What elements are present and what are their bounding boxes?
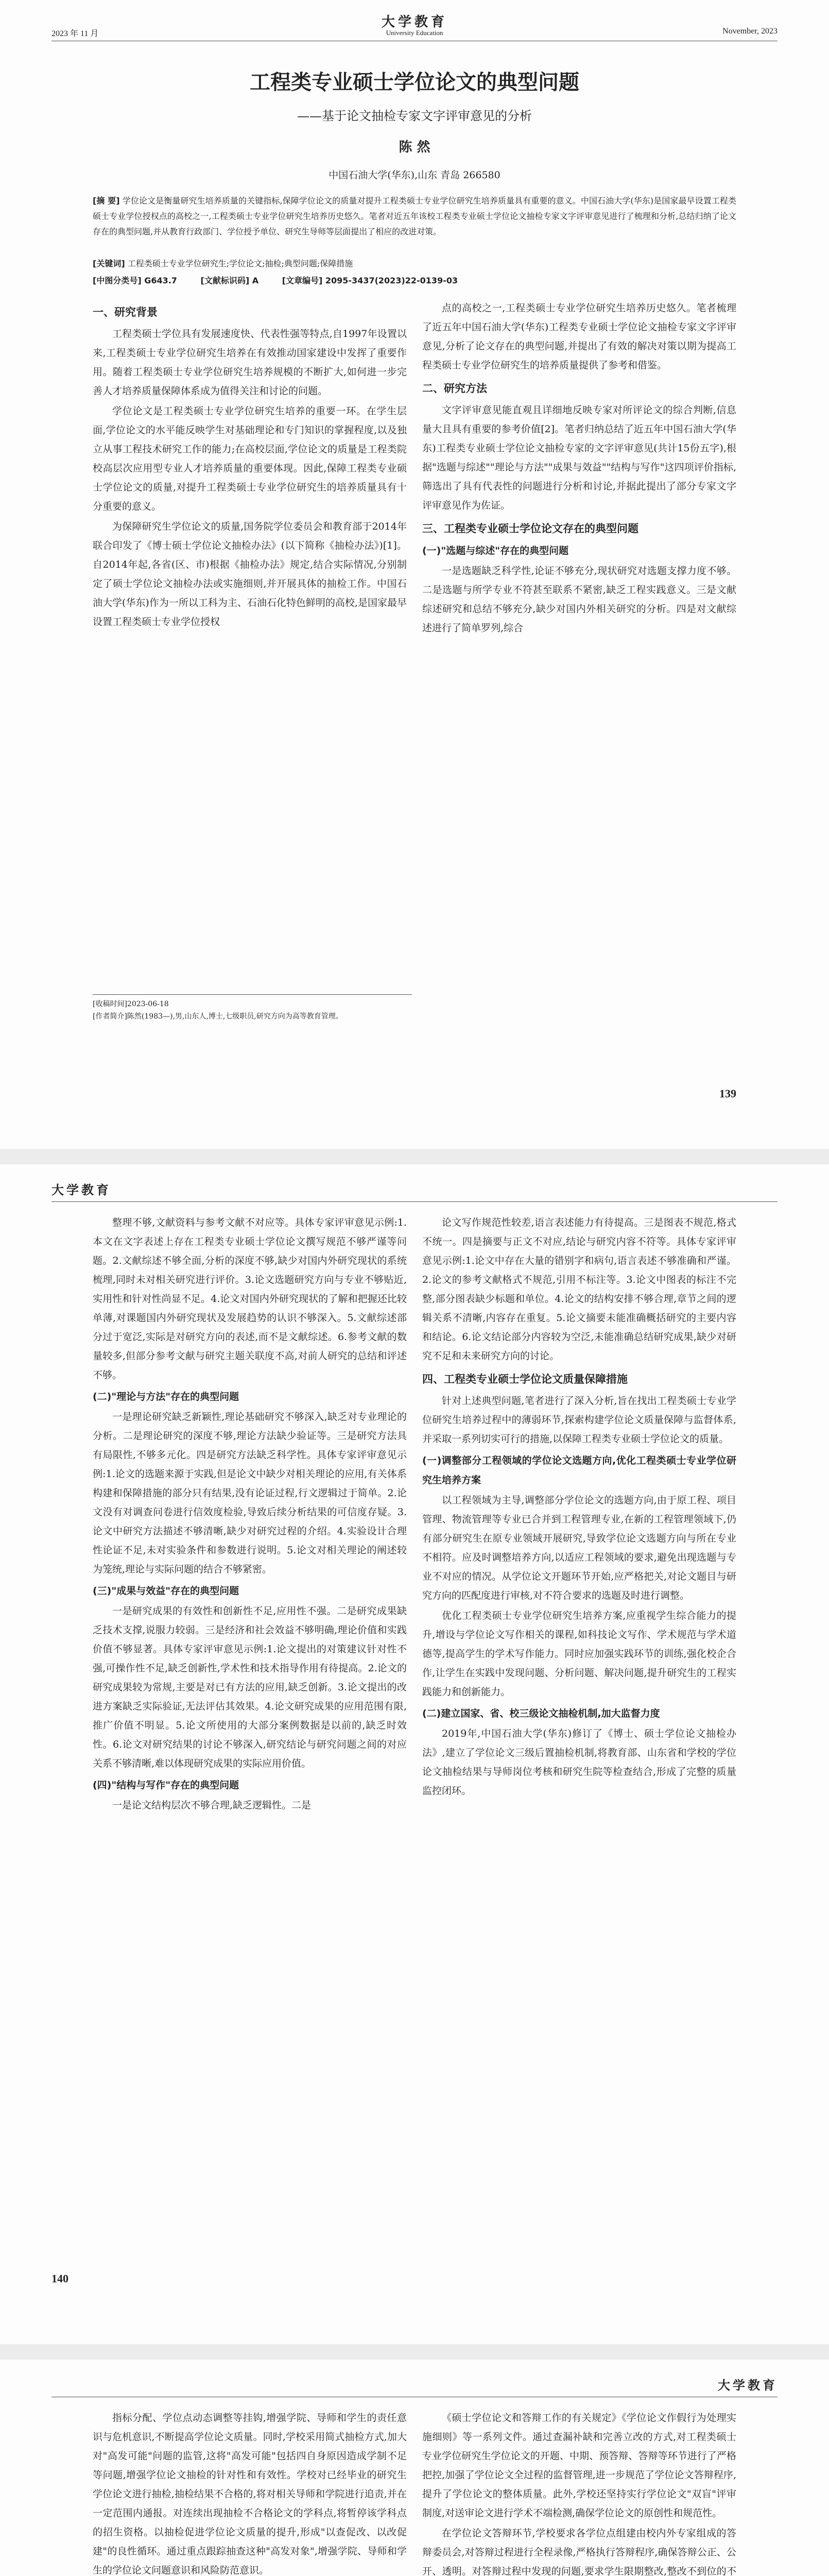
page-2 xyxy=(0,1164,829,2344)
body-paragraph: 一是选题缺乏科学性,论证不够充分,现状研究对选题支撑力度不够。二是选题与所学专业不符甚至联系不紧密,缺乏工程实践意义。三是文献综述研究和总结不够充分,缺少对国内外相关研究的分析。四是对文献综述进行了简单罗列,综合 xyxy=(422,565,736,634)
page2-left-column xyxy=(93,1213,407,2239)
body-paragraph: 一是理论研究缺乏新颖性,理论基础研究不够深入,缺乏对专业理论的分析。二是理论研究的深度不够,理论方法缺少验证等。三是研究方法具有局限性,不够多元化。四是研究方法缺乏科学性。具体专家评审意见示例:1.论文的选题来源于实践,但是论文中缺少对相关理论的应用,有关体系构建和保障措施的部分只有结果,没有论证过程,行文逻辑过于简单。2.论文没有对调查问卷进行信效度检验,导致后续分析结果的可信度存疑。3.论文中研究方法描述不够清晰,缺少对研究过程的介绍。4.实验设计合理性论证不足,未对实验条件和参数进行说明。5.论文对相关理论的阐述较为笼统,理论与实际问题的结合不够紧密。 xyxy=(93,1411,407,1575)
abstract-label: [摘 要] xyxy=(93,196,120,206)
keywords-text: 工程类硕士专业学位研究生;学位论文;抽检;典型问题;保障措施 xyxy=(127,259,353,268)
body-paragraph: 整理不够,文献资料与参考文献不对应等。具体专家评审意见示例:1.本文在文字表述上存在工程类专业硕士学位论文撰写规范不够严谨等问题。2.文献综述不够全面,分析的深度不够,缺少对国内外研究现状的系统梳理,同时未对相关研究进行评价。3.论文选题研究方向与专业不够贴近,实用性和针对性尚显不足。4.论文对国内外研究现状的了解和把握还比较单薄,对课题国内外研究现状及发展趋势的认识不够深入。5.文献综述部分过于宽泛,实际是对研究方向的表述,而不是文献综述。6.参考文献的数量较多,但部分参考文献与研究主题关联度不高,对前人研究的总结和评述不够。 xyxy=(93,1217,407,1381)
journal-logo: 大学教育 xyxy=(381,14,448,30)
journal-logo: 大学教育 xyxy=(718,2378,778,2393)
keywords-label: [关键词] xyxy=(93,259,125,268)
page1-right-column xyxy=(422,299,736,1061)
classification-meta xyxy=(93,274,736,286)
page-1 xyxy=(0,0,829,1149)
body-paragraph: 2019年,中国石油大学(华东)修订了《博士、硕士学位论文抽检办法》,建立了学位论文三级后置抽检机制,将教育部、山东省和学校的学位论文抽检结果与导师岗位考核和研究生院等检查结合,形成了完整的质量监控闭环。 xyxy=(422,1728,736,1797)
page3-right-body xyxy=(422,2409,736,2576)
page1-left-column xyxy=(93,299,407,969)
body-paragraph: 以工程领域为主导,调整部分学位论文的选题方向,由于原工程、项目管理、物流管理等专业已合并到工程管理专业,在新的工程管理领域下,仍有部分研究生在原专业领域开展研究,导致学位论文选题方向与所在专业不相符。应及时调整培养方向,以适应工程领域的要求,避免出现选题与专业不对应的情况。从学位论文开题环节开始,应严格把关,对论文题目与研究方向的匹配度进行审核,对不符合要求的选题及时进行调整。 xyxy=(422,1495,736,1601)
meta-article-number: [文章编号] 2095-3437(2023)22-0139-03 xyxy=(282,276,458,285)
page-number: 140 xyxy=(51,2272,68,2285)
body-paragraph: 学位论文是工程类硕士专业学位研究生培养的重要一环。在学生层面,学位论文的水平能反映学生对基础理论和专门知识的掌握程度,以及独立从事工程技术研究工作的能力;在高校层面,学位论文的质量是工程类院校高层次应用型专业人才培养质量的重要体现。因此,保障工程类专业硕士学位论文的质量,对提升工程类硕士专业学位研究生的培养质量具有十分重要的意义。 xyxy=(93,405,407,512)
header-date-en: November, 2023 xyxy=(722,27,778,36)
abstract xyxy=(93,193,736,240)
section-heading: 三、工程类专业硕士学位论文存在的典型问题 xyxy=(422,522,638,535)
abstract-text: 学位论文是衡量研究生培养质量的关键指标,保障学位论文的质量对提升工程类硕士专业学位研究生培养质量具有重要的意义。中国石油大学(华东)是国家最早设置工程类硕士专业学位授权点的高校之一,工程类硕士专业学位研究生培养历史悠久。笔者对近五年该校工程类专业硕士学位论文抽检专家文字评审意见进行了梳理和分析,总结归纳了论文存在的典型问题,并从教育行政部门、学位授予单位、研究生导师等层面提出了相应的改进对策。 xyxy=(93,196,737,236)
section-heading: (一)"选题与综述"存在的典型问题 xyxy=(422,545,569,556)
author-affiliation: 中国石油大学(华东),山东 青岛 266580 xyxy=(329,170,500,181)
body-paragraph: 论文写作规范性较差,语言表述能力有待提高。三是图表不规范,格式不统一。四是摘要与正文不对应,结论与研究内容不符等。具体专家评审意见示例:1.论文中存在大量的错别字和病句,语言表述不够准确和严谨。2.论文的参考文献格式不规范,引用不标注等。3.论文中图表的标注不完整,部分图表缺少标题和单位。4.论文的结构安排不够合理,章节之间的逻辑关系不清晰,内容存在重复。5.论文摘要未能准确概括研究的主要内容和结论。6.论文结论部分内容较为空泛,未能准确总结研究成果,缺少对研究不足和未来研究方向的讨论。 xyxy=(422,1217,736,1362)
author-name: 陈 然 xyxy=(399,140,430,155)
section-heading: 二、研究方法 xyxy=(422,382,487,395)
page-gap xyxy=(0,1149,829,1164)
section-heading: 四、工程类专业硕士学位论文质量保障措施 xyxy=(422,1373,628,1385)
footnote-received: [收稿时间]2023-06-18 xyxy=(93,1000,169,1008)
body-paragraph: 在学位论文答辩环节,学校要求各学位点组建由校内外专家组成的答辩委员会,对答辩过程进行全程录像,严格执行答辩程序,确保答辩公正、公开、透明。对答辩过程中发现的问题,要求学生限期整改,整改不到位的不 xyxy=(422,2528,736,2576)
journal-english-name: University Education xyxy=(386,29,443,37)
page-3 xyxy=(0,2360,829,2576)
body-paragraph: 一是论文结构层次不够合理,缺乏逻辑性。二是 xyxy=(112,1800,312,1811)
body-paragraph: 一是研究成果的有效性和创新性不足,应用性不强。二是研究成果缺乏技术支撑,说服力较弱。三是经济和社会效益不够明确,理论价值和实践价值不够显著。具体专家评审意见示例:1.论文提出的对策建议针对性不强,可操作性不足,缺乏创新性,学术性和技术指导作用有待提高。2.论文的研究成果较为常规,主要是对已有方法的应用,缺乏创新。3.论文提出的改进方案缺乏实际验证,无法评估其效果。4.论文研究成果的应用范围有限,推广价值不明显。5.论文所使用的大部分案例数据是以前的,缺乏时效性。6.论文对研究结果的讨论不够深入,研究结论与研究问题之间的对应关系不够清晰,难以体现研究成果的实际应用价值。 xyxy=(93,1605,407,1769)
body-paragraph: 点的高校之一,工程类硕士专业学位研究生培养历史悠久。笔者梳理了近五年中国石油大学(华东)工程类专业硕士学位论文抽检专家文字评审意见,分析了论文存在的典型问题,并提出了有效的解决对策以期为提高工程类硕士专业学位研究生的培养质量提供了参考和借鉴。 xyxy=(422,302,736,371)
page2-right-column xyxy=(422,1213,736,2239)
body-paragraph: 为保障研究生学位论文的质量,国务院学位委员会和教育部于2014年联合印发了《博士硕士学位论文抽检办法》(以下简称《抽检办法》)[1]。自2014年起,各省(区、市)根据《抽检办法》规定,结合实际情况,分别制定了硕士学位论文抽检办法或实施细则,并开展具体的抽检工作。中国石油大学(华东)作为一所以工科为主、石油石化特色鲜明的高校,是国家最早设置工程类硕士专业学位授权 xyxy=(93,521,407,628)
meta-doc-code: [文献标识码] A xyxy=(200,276,259,285)
section-heading: (四)"结构与写作"存在的典型问题 xyxy=(93,1780,239,1791)
paper-subtitle: ——基于论文抽检专家文字评审意见的分析 xyxy=(297,109,532,123)
section-heading: 一、研究背景 xyxy=(93,306,158,318)
section-heading: (二)"理论与方法"存在的典型问题 xyxy=(93,1391,239,1402)
paper-title: 工程类专业硕士学位论文的典型问题 xyxy=(250,71,579,94)
body-paragraph: 文字评审意见能直观且详细地反映专家对所评论文的综合判断,信息量大且具有重要的参考价值[2]。笔者归纳总结了近五年中国石油大学(华东)工程类专业硕士学位论文抽检专家的文字评审意见(共计15份五字),根据"选题与综述""理论与方法""成果与效益""结构与写作"这四项评价指标,筛选出了具有代表性的问题进行分析和讨论,并据此提出了部分专家文字评审意见作为佐证。 xyxy=(422,404,736,511)
section-heading: (三)"成果与效益"存在的典型问题 xyxy=(93,1585,239,1597)
page3-left-column xyxy=(93,2409,407,2576)
journal-logo: 大学教育 xyxy=(51,1182,111,1197)
section-heading: (一)调整部分工程领域的学位论文选题方向,优化工程类硕士专业学位研究生培养方案 xyxy=(422,1455,736,1486)
footnote xyxy=(93,994,412,1023)
body-paragraph: 工程类硕士学位具有发展速度快、代表性强等特点,自1997年设置以来,工程类硕士专业学位研究生培养在有效推动国家建设中发挥了重要作用。随着工程类硕士专业学位研究生培养规模的不断扩大,如何进一步完善人才培养质量保障体系成为值得关注和讨论的问题。 xyxy=(93,328,407,397)
page-gap xyxy=(0,2344,829,2360)
body-paragraph: 针对上述典型问题,笔者进行了深入分析,旨在找出工程类硕士专业学位研究生培养过程中的薄弱环节,探索构建学位论文质量保障与监督体系,并采取一系列切实可行的措施,以保障工程类专业硕士学位论文的质量。 xyxy=(422,1395,736,1445)
header-date: 2023 年 11 月 xyxy=(51,29,99,38)
page-number: 139 xyxy=(719,1087,736,1100)
page-header xyxy=(51,10,778,41)
body-paragraph: 优化工程类硕士专业学位研究生培养方案,应重视学生综合能力的提升,增设与学位论文写作相关的课程,如科技论文写作、学术规范与学术道德等,提高学生的学术写作能力。同时应加强实践环节的训练,强化校企合作,让学生在实践中发现问题、分析问题、解决问题,提升研究生的工程实践能力和创新能力。 xyxy=(422,1610,736,1698)
footnote-author: [作者简介]陈然(1983—),男,山东人,博士,七级职员,研究方向为高等教育管理。 xyxy=(93,1012,343,1021)
meta-clc: [中图分类号] G643.7 xyxy=(93,276,177,285)
body-paragraph: 指标分配、学位点动态调整等挂钩,增强学院、导师和学生的责任意识与危机意识,不断提高学位论文质量。同时,学校采用简式抽检方式,加大对"高发可能"问题的监管,这将"高发可能"包括四自身原因造成学制不足等问题,增强学位论文抽检的针对性和有效性。学校对已经毕业的研究生学位论文进行抽检,抽检结果不合格的,将对相关导师和学院进行追责,并在一定范围内通报。对连续出现抽检不合格论文的学科点,将暂停该学科点的招生资格。以抽检促进学位论文质量的提升,形成"以查促改、以改促建"的良性循环。通过重点跟踪抽查这种"高发对象",增强学院、导师和学生的学位论文问题意识和风险防范意识。 xyxy=(93,2412,407,2576)
keywords xyxy=(93,256,736,272)
body-paragraph: 《硕士学位论文和答辩工作的有关规定》《学位论文作假行为处理实施细则》等一系列文件。通过查漏补缺和完善立改的方式,对工程类硕士专业学位研究生学位论文的开题、中期、预答辩、答辩等环节进行了严格把控,加强了学位论文全过程的监督管理,进一步规范了学位论文答辩程序,提升了学位论文的整体质量。此外,学校还坚持实行学位论文"双盲"评审制度,对送审论文进行学术不端检测,确保学位论文的原创性和规范性。 xyxy=(422,2412,736,2519)
section-heading: (二)建立国家、省、校三级论文抽检机制,加大监督力度 xyxy=(422,1708,660,1719)
header-rule xyxy=(51,1201,778,1202)
page3-right-column xyxy=(422,2409,736,2576)
